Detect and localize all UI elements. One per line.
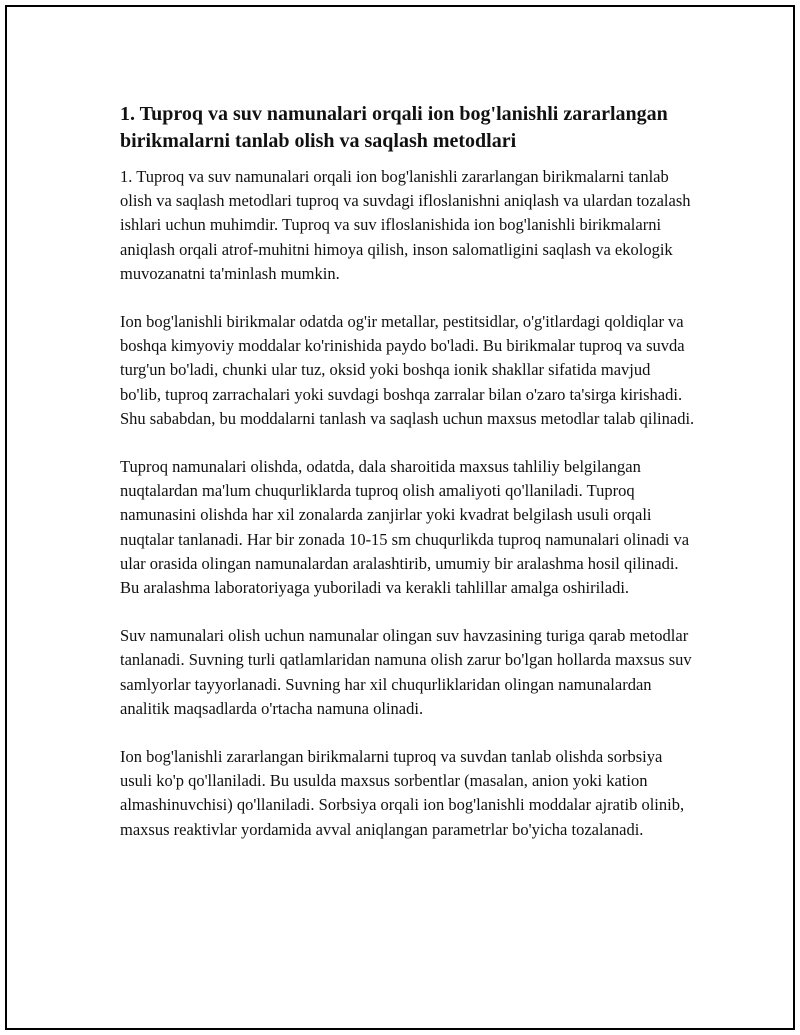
paragraph-1: 1. Tuproq va suv namunalari orqali ion bog'lanishli zararlangan birikmalarni tanlab olish va saqlash metodlari tuproq va suvdagi ifloslanishni aniqlash va ulardan tozalash ishlari uchun muhimdir. Tuproq va suv ifloslanishida ion bog'lanishli birikmalarni aniqlash orqali atrof-muhitni himoya qilish, inson salomatligini saqlash va ekologik muvozanatni ta'minlash mumkin. <box>120 167 691 283</box>
paragraph-2: Ion bog'lanishli birikmalar odatda og'ir metallar, pestitsidlar, o'g'itlardagi qoldiqlar va boshqa kimyoviy moddalar ko'rinishida paydo bo'ladi. Bu birikmalar tuproq va suvda turg'un bo'ladi, chunki ular tuz, oksid yoki boshqa ionik shakllar sifatida mavjud bo'lib, tuproq zarrachalari yoki suvdagi boshqa zarralar bilan o'zaro ta'sirga kirishadi. Shu sababdan, bu moddalarni tanlash va saqlash uchun maxsus metodlar talab qilinadi. <box>120 312 695 428</box>
page-frame <box>5 5 795 1030</box>
document-title: 1. Tuproq va suv namunalari orqali ion bog'lanishli zararlangan birikmalarni tanlab olish va saqlash metodlari <box>120 103 668 152</box>
paragraph-4: Suv namunalari olish uchun namunalar olingan suv havzasining turiga qarab metodlar tanlanadi. Suvning turli qatlamlaridan namuna olish zarur bo'lgan hollarda maxsus suv samlyorlar tayyorlanadi. Suvning har xil chuqurliklaridan olingan namunalardan analitik maqsadlarda o'rtacha namuna olinadi. <box>120 626 692 718</box>
paragraph-5: Ion bog'lanishli zararlangan birikmalarni tuproq va suvdan tanlab olishda sorbsiya usuli ko'p qo'llaniladi. Bu usulda maxsus sorbentlar (masalan, anion yoki kation almashinuvchisi) qo'llaniladi. Sorbsiya orqali ion bog'lanishli moddalar ajratib olinib, maxsus reaktivlar yordamida avval aniqlangan parametrlar bo'yicha tozalanadi. <box>120 747 685 839</box>
paragraph-3: Tuproq namunalari olishda, odatda, dala sharoitida maxsus tahliliy belgilangan nuqtalardan ma'lum chuqurliklarda tuproq olish amaliyoti qo'llaniladi. Tuproq namunasini olishda har xil zonalarda zanjirlar yoki kvadrat belgilash usuli orqali nuqtalar tanlanadi. Har bir zonada 10-15 sm chuqurlikda tuproq namunalari olinadi va ular orasida olingan namunalardan aralashtirib, umumiy bir aralashma hosil qilinadi. Bu aralashma laboratoriyaga yuboriladi va kerakli tahlillar amalga oshiriladi. <box>120 457 690 598</box>
document-body <box>120 101 695 866</box>
